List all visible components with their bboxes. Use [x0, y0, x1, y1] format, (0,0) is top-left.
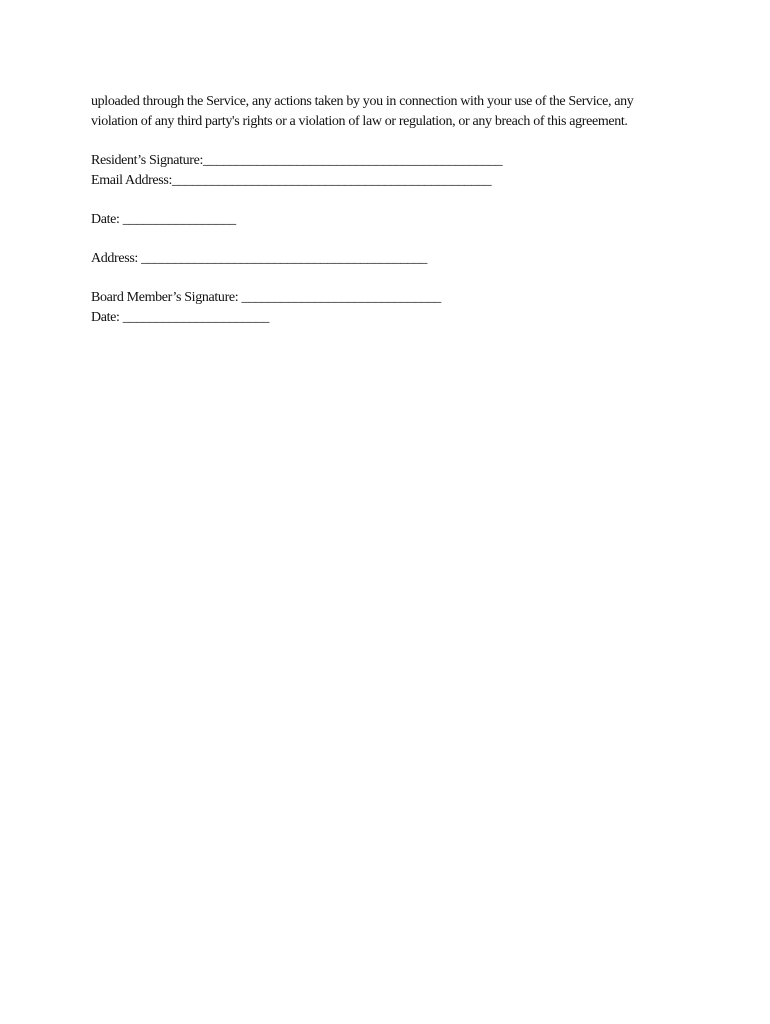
email-address-field: Email Address:________________________________________________ [91, 173, 492, 188]
spacer [91, 230, 691, 249]
spacer [91, 132, 691, 151]
board-date-field: Date: ______________________ [91, 310, 270, 325]
board-member-signature-field: Board Member’s Signature: ______________________________ [91, 290, 441, 305]
spacer [91, 269, 691, 288]
resident-signature-field: Resident’s Signature:_____________________________________________ [91, 153, 503, 168]
paragraph-line-1: uploaded through the Service, any actions taken by you in connection with your use of the Service, any [91, 94, 634, 109]
document-body [91, 92, 691, 328]
date-field: Date: _________________ [91, 212, 236, 227]
address-field: Address: ___________________________________________ [91, 251, 428, 266]
spacer [91, 191, 691, 210]
paragraph-line-2: violation of any third party's rights or a violation of law or regulation, or any breach of this agreement. [91, 114, 628, 129]
